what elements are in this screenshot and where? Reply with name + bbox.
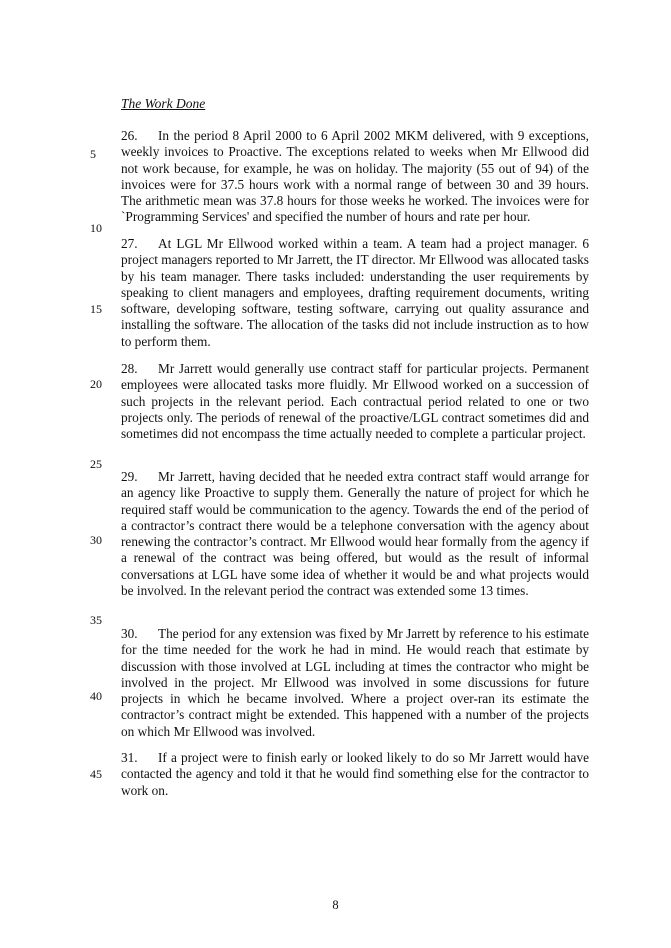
paragraph-number: 27.	[121, 236, 138, 251]
paragraph-number: 31.	[121, 750, 138, 765]
line-number: 10	[90, 221, 102, 235]
paragraph-26	[121, 128, 589, 226]
paragraph-text: At LGL Mr Ellwood worked within a team. A team had a project manager. 6 project managers reported to Mr Jarrett, the IT director. Mr Ellwood was allocated tasks by his team manager. There tasks included: understanding the user requirements by speaking to client managers and employees, drafting requirement documents, writing software, developing software, testing software, carrying out quality assurance and installing the software. The allocation of the tasks did not include instruction as to how to perform them.	[121, 236, 589, 349]
paragraph-text: In the period 8 April 2000 to 6 April 2002 MKM delivered, with 9 exceptions, weekly invoices to Proactive. The exceptions related to weeks when Mr Ellwood did not work because, for example, he was on holiday. The majority (55 out of 94) of the invoices were for 37.5 hours work with a normal range of between 30 and 39 hours. The arithmetic mean was 37.8 hours for those weeks he worked. The invoices were for `Programming Services' and specified the number of hours and rate per hour.	[121, 128, 589, 225]
line-number: 20	[90, 377, 102, 391]
line-number: 15	[90, 302, 102, 316]
line-number: 5	[90, 147, 96, 161]
paragraph-28	[121, 361, 589, 442]
paragraph-number: 26.	[121, 128, 138, 143]
paragraph-number: 30.	[121, 626, 138, 641]
paragraph-text: If a project were to finish early or looked likely to do so Mr Jarrett would have contacted the agency and told it that he would find something else for the contractor to work on.	[121, 750, 589, 798]
line-number: 35	[90, 613, 102, 627]
page-number: 8	[332, 898, 339, 912]
paragraph-number: 29.	[121, 469, 138, 484]
paragraph-text: The period for any extension was fixed by Mr Jarrett by reference to his estimate for the time needed for the work he had in mind. He would reach that estimate by discussion with those involved at LGL including at times the contractor who might be involved in the project. Mr Ellwood was involved in some discussions for future projects in which he became involved. Where a project over-ran its estimate the contractor’s contract might be extended. This happened with a number of the projects on which Mr Ellwood was involved.	[121, 626, 589, 739]
line-number: 30	[90, 533, 102, 547]
section-heading: The Work Done	[121, 96, 206, 111]
paragraph-30	[121, 626, 589, 740]
line-number: 40	[90, 689, 102, 703]
paragraph-29	[121, 469, 589, 599]
paragraph-31	[121, 750, 589, 799]
paragraph-27	[121, 236, 589, 350]
paragraph-number: 28.	[121, 361, 138, 376]
line-number: 45	[90, 767, 102, 781]
paragraph-text: Mr Jarrett would generally use contract staff for particular projects. Permanent employees were allocated tasks more fluidly. Mr Ellwood worked on a succession of such projects in the relevant period. Each contractual period related to one or two projects only. The periods of renewal of the proactive/LGL contract sometimes did and sometimes did not encompass the time actually needed to complete a particular project.	[121, 361, 589, 442]
line-number: 25	[90, 457, 102, 471]
paragraph-text: Mr Jarrett, having decided that he needed extra contract staff would arrange for an agency like Proactive to supply them. Generally the nature of project for which he required staff would be communication to the agency. Towards the end of the period of a contractor’s contract there would be a telephone conversation with the agency about renewing the contractor’s contract. Mr Ellwood would hear formally from the agency if a renewal of the contract was being offered, but would as the result of informal conversations at LGL have some idea of whether it would be and what projects would be involved. In the relevant period the contract was extended some 13 times.	[121, 469, 589, 599]
